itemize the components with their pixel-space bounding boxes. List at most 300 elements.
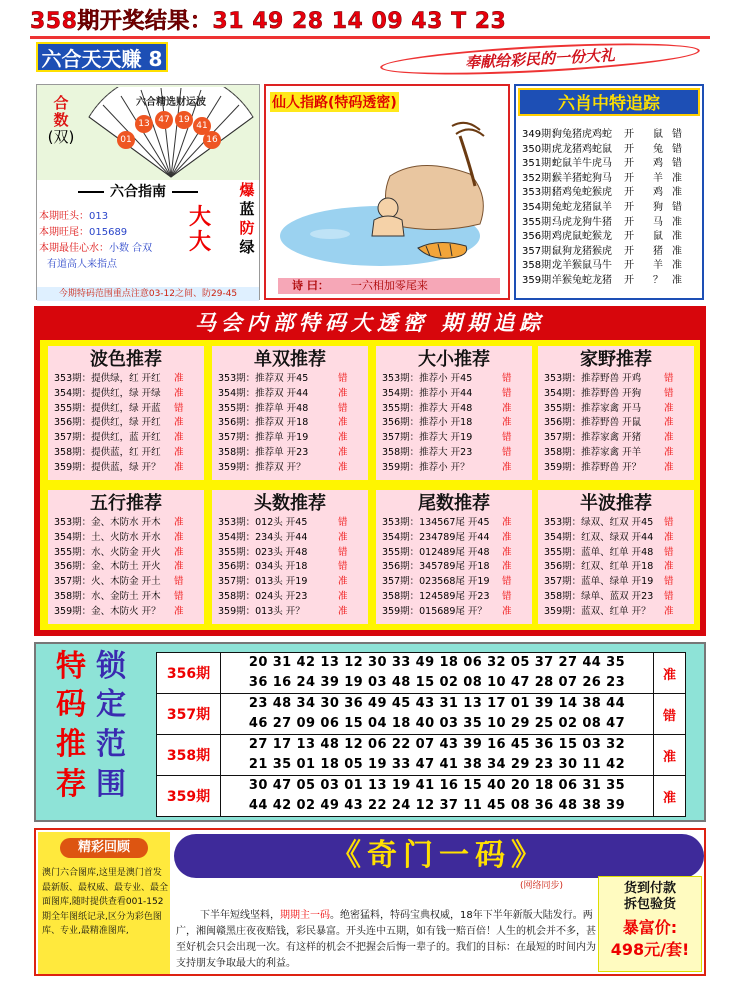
card-line <box>376 446 532 461</box>
card-line-text: 353期：金、木防水 开木 <box>54 517 161 528</box>
range-row <box>157 776 686 817</box>
card-line <box>48 372 204 387</box>
range-period: 359期 <box>157 776 221 817</box>
card-line <box>538 431 694 446</box>
card-line <box>538 605 694 620</box>
zodiac-cell-k: 开 <box>624 158 634 170</box>
card-line <box>538 461 694 476</box>
card-line-text: 358期：推荐大 开23 <box>382 446 473 458</box>
card-line-text: 355期：提供红，绿 开蓝 <box>54 402 161 414</box>
card-line-result: 错 <box>338 546 348 558</box>
zodiac-cell-s: 错 <box>672 143 682 155</box>
guide-panel <box>36 84 260 300</box>
zodiac-cell-p: 355期： <box>522 216 562 228</box>
card-line-result: 错 <box>338 517 348 528</box>
card-line-text: 359期：015689尾 开？ <box>382 605 487 617</box>
card-line-result: 准 <box>174 546 184 558</box>
card-line-result: 错 <box>502 373 512 384</box>
price-block <box>599 917 701 961</box>
zodiac-cell-z: 兔蛇龙猪鼠羊 <box>552 201 612 213</box>
card-line-result: 错 <box>502 432 512 444</box>
fan-number-4: 19 <box>175 111 193 129</box>
card-line-result: 错 <box>664 387 674 399</box>
card-line <box>48 402 204 417</box>
zodiac-cell-z: 马虎龙狗牛猪 <box>552 216 612 228</box>
big-char: 大 <box>189 230 212 255</box>
card-line-result: 准 <box>502 461 512 473</box>
zodiac-cell-p: 359期： <box>522 274 562 286</box>
zodiac-cell-w: 马 <box>653 216 663 228</box>
card-line <box>212 402 368 417</box>
range-line: 23 48 34 30 36 49 45 43 31 13 17 01 39 14 38 44 <box>248 696 626 711</box>
zodiac-cell-p: 357期： <box>522 245 562 257</box>
card-line <box>212 372 368 387</box>
range-line: 27 17 13 48 12 06 22 07 43 39 16 45 36 15 03 32 <box>248 737 626 752</box>
card-line <box>212 575 368 590</box>
card-line-text: 356期：红双、红单 开18 <box>544 561 654 573</box>
zodiac-row <box>522 128 702 143</box>
card-line-text: 354期：推荐小 开44 <box>382 387 473 399</box>
range-line: 21 35 01 18 05 19 33 47 41 38 34 29 23 30 11 42 <box>248 757 626 772</box>
card-line <box>538 372 694 387</box>
range-numbers <box>221 735 654 776</box>
card-line-result: 错 <box>174 576 184 588</box>
card-line-result: 错 <box>502 446 512 458</box>
card-line-text: 359期：金、木防火 开？ <box>54 605 161 617</box>
card-title: 大小推荐 <box>418 349 490 370</box>
price-value: 498元/套! <box>610 940 690 959</box>
zodiac-cell-w: 鸡 <box>653 158 663 170</box>
card-line-text: 354期：234头 开44 <box>218 531 308 543</box>
delivery-line: 货到付款 <box>623 881 676 896</box>
card-line <box>48 546 204 561</box>
fan-number-1: 01 <box>117 131 135 149</box>
card-line-text: 358期：124589尾 开23 <box>382 590 490 602</box>
qimen-text-highlight: 期期主一码 <box>280 910 330 921</box>
card-line-result: 准 <box>174 461 184 473</box>
card-line <box>376 546 532 561</box>
fan-title: 六合精选财运波 <box>136 97 206 108</box>
poem-text: 一六相加零尾来 <box>350 279 428 292</box>
card-line <box>538 402 694 417</box>
fan-number-5: 41 <box>193 117 211 135</box>
card-line-result: 准 <box>502 402 512 414</box>
card-line <box>48 431 204 446</box>
card-line <box>538 575 694 590</box>
card-line <box>212 546 368 561</box>
card-line-text: 359期：提供蓝，绿 开？ <box>54 461 161 473</box>
label-char: 范 <box>96 727 126 762</box>
range-table <box>156 652 686 817</box>
card-line-result: 准 <box>174 605 184 617</box>
zodiac-cell-z: 狗兔猪虎鸡蛇 <box>552 129 612 140</box>
zodiac-row <box>522 230 702 245</box>
card-line <box>376 605 532 620</box>
card-line-result: 准 <box>338 531 348 543</box>
recommend-card <box>48 346 204 480</box>
card-line-result: 准 <box>664 561 674 573</box>
card-line-result: 错 <box>174 402 184 414</box>
card-line <box>538 416 694 431</box>
card-line-text: 357期：推荐单 开19 <box>218 432 309 444</box>
zodiac-cell-z: 羊猴兔蛇龙猪 <box>552 274 612 286</box>
zodiac-cell-z: 猴羊猪蛇狗马 <box>552 172 612 184</box>
card-line <box>48 575 204 590</box>
zodiac-cell-z: 猪鸡兔蛇猴虎 <box>552 187 612 199</box>
card-line-result: 准 <box>174 373 184 384</box>
recommend-card <box>538 490 694 624</box>
card-line-text: 353期：012头 开45 <box>218 517 308 528</box>
card-line-text: 355期：推荐单 开48 <box>218 402 309 414</box>
zodiac-cell-s: 准 <box>672 245 682 257</box>
card-line <box>376 372 532 387</box>
zodiac-cell-w: 猪 <box>653 245 663 257</box>
card-line-result: 错 <box>664 546 674 558</box>
card-line-text: 358期：绿单、蓝双 开23 <box>544 590 654 602</box>
zodiac-cell-w: 羊 <box>653 260 663 272</box>
fan-number-2: 13 <box>135 115 153 133</box>
side-chars <box>235 181 259 257</box>
card-line <box>376 431 532 446</box>
card-line-result: 错 <box>664 590 674 602</box>
immortal-title: 仙人指路(特码透密) <box>270 92 399 112</box>
card-line-result: 准 <box>502 417 512 429</box>
card-line-result: 准 <box>174 531 184 543</box>
zodiac-cell-k: 开 <box>624 245 634 257</box>
label-char: 围 <box>96 767 126 802</box>
source-note: (网络同步) <box>520 881 564 891</box>
recommend-card <box>212 346 368 480</box>
range-row <box>157 694 686 735</box>
zodiac-row <box>522 259 702 274</box>
card-line <box>376 461 532 476</box>
card-line-text: 357期：提供红，蓝 开红 <box>54 432 161 444</box>
card-line-text: 353期：134567尾 开45 <box>382 517 490 528</box>
heshu-value-text: 双 <box>53 128 69 146</box>
results-bar <box>0 0 740 34</box>
card-line <box>376 560 532 575</box>
draw-results: 358期开奖结果：31 49 28 14 09 43 T 23 <box>30 9 507 34</box>
card-line-result: 错 <box>338 402 348 414</box>
label-char: 码 <box>56 687 86 722</box>
card-line-text: 359期：蓝双、红单 开？ <box>544 605 651 617</box>
card-line-result: 准 <box>338 605 348 617</box>
guide-line-label: 本期旺头： <box>39 211 89 222</box>
card-line-result: 错 <box>338 561 348 573</box>
zodiac-cell-z: 虎龙猪鸡蛇鼠 <box>552 143 612 155</box>
zodiac-cell-w: 兔 <box>653 143 663 155</box>
zodiac-row <box>522 216 702 231</box>
range-numbers <box>221 694 654 735</box>
zodiac-cell-w: 狗 <box>653 201 663 213</box>
card-line-result: 错 <box>664 373 674 384</box>
secrets-title: 马会内部特码大透密 期期追踪 <box>194 311 546 335</box>
zodiac-row <box>522 274 702 289</box>
zodiac-row <box>522 172 702 187</box>
card-line-text: 356期：推荐野兽 开鼠 <box>544 417 642 429</box>
section-label <box>56 650 166 820</box>
card-line-text: 358期：水、金防土 开木 <box>54 590 161 602</box>
guide-title: 六合指南 <box>63 181 213 201</box>
card-line-text: 357期：火、木防金 开土 <box>54 576 161 588</box>
fan-illustration <box>83 87 259 179</box>
range-line: 30 47 05 03 01 13 19 41 16 15 40 20 18 06 31 35 <box>248 778 626 793</box>
delivery-lines <box>599 881 701 913</box>
zodiac-cell-s: 准 <box>672 216 682 228</box>
card-line-text: 354期：土、火防水 开水 <box>54 531 161 543</box>
range-line: 44 42 02 49 43 22 24 12 37 11 45 08 36 48 38 39 <box>248 798 626 813</box>
card-line-text: 359期：推荐小 开？ <box>382 461 470 473</box>
card-line-result: 准 <box>502 531 512 543</box>
guide-line <box>39 223 127 238</box>
card-line-text: 359期：推荐野兽 开？ <box>544 461 642 473</box>
range-mark: 错 <box>654 694 686 735</box>
heshu-label <box>47 95 75 146</box>
card-line-text: 355期：023头 开48 <box>218 546 308 558</box>
range-hint: 今期特码范围重点注意03-12之间、防29-45 <box>37 287 259 301</box>
delivery-line: 拆包验货 <box>623 897 676 912</box>
card-line <box>212 387 368 402</box>
recommend-card <box>212 490 368 624</box>
card-line-result: 错 <box>502 576 512 588</box>
card-line-text: 358期：提供蓝，红 开红 <box>54 446 161 458</box>
card-line <box>48 560 204 575</box>
card-line <box>212 531 368 546</box>
zodiac-cell-z: 鼠狗龙猪猴虎 <box>552 245 612 257</box>
card-line-result: 准 <box>174 417 184 429</box>
zodiac-cell-s: 错 <box>672 158 682 170</box>
card-line-text: 353期：提供绿，红 开红 <box>54 373 161 384</box>
card-line <box>212 416 368 431</box>
range-line: 20 31 42 13 12 30 33 49 18 06 32 05 37 27 44 35 <box>248 655 626 670</box>
zodiac-cell-w: 鸡 <box>653 187 663 199</box>
card-line-result: 准 <box>174 561 184 573</box>
qimen-text-b: 。绝密猛料，特码宝典权威，18年下半年新版大陆发行。两广，湘闽赣黑庄夜夜赔钱，彩民暴富。开头连中五期，如有钱一赔百倍！人生的机会并不多，甚至好机会只会出现一次。有这样的机会不把握会后悔一辈子的。我们的目标：在最短的时间内为支持朋友争取最大的利益。 <box>176 910 596 969</box>
card-line-result: 错 <box>664 576 674 588</box>
card-line <box>538 590 694 605</box>
card-line <box>212 605 368 620</box>
card-line <box>538 560 694 575</box>
card-line-result: 错 <box>502 590 512 602</box>
card-line-result: 准 <box>174 432 184 444</box>
label-char: 锁 <box>96 649 126 684</box>
heshu-value: (双) <box>47 128 75 146</box>
zodiac-cell-p: 358期： <box>522 260 562 272</box>
locked-range-section <box>34 642 706 822</box>
card-line-result: 错 <box>174 590 184 602</box>
zodiac-cell-p: 354期： <box>522 201 562 213</box>
card-line <box>48 531 204 546</box>
card-line-result: 准 <box>338 432 348 444</box>
zodiac-cell-s: 准 <box>672 172 682 184</box>
side-char: 蓝 <box>239 200 255 218</box>
card-line <box>48 461 204 476</box>
zodiac-cell-z: 鸡虎鼠蛇猴龙 <box>552 231 612 243</box>
guide-line-value: 013 <box>89 211 109 222</box>
card-line <box>376 516 532 531</box>
card-line-result: 准 <box>502 546 512 558</box>
immortal-panel <box>264 84 510 300</box>
zodiac-cell-w: 羊 <box>653 172 663 184</box>
poem-label: 诗 曰： <box>292 279 329 292</box>
card-line-result: 准 <box>664 446 674 458</box>
zodiac-cell-s: 准 <box>672 231 682 243</box>
card-line-text: 356期：345789尾 开18 <box>382 561 490 573</box>
qimen-text <box>176 908 596 972</box>
card-line-result: 准 <box>338 387 348 399</box>
card-line-text: 357期：推荐家禽 开猪 <box>544 432 642 444</box>
zodiac-cell-s: 错 <box>672 129 682 140</box>
side-char: 绿 <box>239 238 255 256</box>
card-line <box>48 416 204 431</box>
review-text: 澳门六合图库,这里是澳门首发最新版、最权威、最专业、最全面图库,随时提供查看001-152期全年图纸记录,区分为彩色图库、专业,最精准图库, <box>42 868 169 936</box>
zodiac-cell-p: 356期： <box>522 231 562 243</box>
zodiac-cell-k: 开 <box>624 172 634 184</box>
range-row <box>157 735 686 776</box>
card-title: 单双推荐 <box>254 349 326 370</box>
delivery-box <box>598 876 702 972</box>
zodiac-cell-k: 开 <box>624 274 634 286</box>
zodiac-title: 六肖中特追踪 <box>518 88 700 116</box>
card-line-text: 355期：推荐家禽 开马 <box>544 402 642 414</box>
zodiac-cell-k: 开 <box>624 187 634 199</box>
guide-line <box>39 239 152 254</box>
card-line-result: 准 <box>174 446 184 458</box>
card-line <box>376 590 532 605</box>
price-label: 暴富价: <box>622 918 678 937</box>
recommend-card <box>376 346 532 480</box>
big-char: 大 <box>189 205 212 230</box>
card-line-result: 准 <box>338 576 348 588</box>
range-numbers <box>221 653 654 694</box>
card-line-result: 准 <box>502 561 512 573</box>
range-line: 46 27 09 06 15 04 18 40 03 35 10 29 25 02 08 47 <box>248 716 626 731</box>
card-line-text: 358期：推荐家禽 开羊 <box>544 446 642 458</box>
zodiac-list <box>522 128 702 289</box>
zodiac-cell-w: 鼠 <box>653 231 663 243</box>
card-title: 家野推荐 <box>580 349 652 370</box>
card-line-text: 355期：推荐大 开48 <box>382 402 473 414</box>
slogan: 奉献给彩民的一份大礼 <box>380 38 701 81</box>
review-title: 精彩回顾 <box>60 838 148 858</box>
range-line: 36 16 24 39 19 03 48 15 02 08 10 47 28 07 26 23 <box>248 675 626 690</box>
card-line-result: 错 <box>664 517 674 528</box>
card-line-text: 353期：推荐双 开45 <box>218 373 309 384</box>
card-line-text: 354期：234789尾 开44 <box>382 531 490 543</box>
recommend-grid <box>40 340 700 630</box>
card-line-result: 准 <box>338 461 348 473</box>
range-period: 356期 <box>157 653 221 694</box>
side-char: 防 <box>239 219 255 237</box>
zodiac-cell-p: 353期： <box>522 187 562 199</box>
recommend-card <box>376 490 532 624</box>
side-char: 爆 <box>239 181 255 199</box>
zodiac-cell-z: 龙羊猴鼠马牛 <box>552 260 612 272</box>
card-line-text: 355期：水、火防金 开火 <box>54 546 161 558</box>
range-period: 357期 <box>157 694 221 735</box>
zodiac-cell-k: 开 <box>624 129 634 140</box>
zodiac-row <box>522 186 702 201</box>
card-line-result: 准 <box>664 432 674 444</box>
guide-line-value: 015689 <box>89 227 128 238</box>
qimen-title: 《奇门一码》 <box>174 834 704 878</box>
card-line <box>212 431 368 446</box>
zodiac-cell-k: 开 <box>624 260 634 272</box>
card-line-text: 356期：推荐小 开18 <box>382 417 473 429</box>
card-line-result: 准 <box>174 387 184 399</box>
review-box <box>38 832 170 974</box>
guide-line-value: 小数 合双 <box>109 243 153 254</box>
guide-line <box>39 207 108 222</box>
card-title: 尾数推荐 <box>418 493 490 514</box>
zodiac-cell-z: 蛇鼠羊牛虎马 <box>552 158 612 170</box>
zodiac-row <box>522 201 702 216</box>
card-line <box>538 516 694 531</box>
zodiac-cell-k: 开 <box>624 201 634 213</box>
card-title: 波色推荐 <box>90 349 162 370</box>
card-line-text: 355期：012489尾 开48 <box>382 546 490 558</box>
card-line-result: 错 <box>338 373 348 384</box>
range-mark: 准 <box>654 735 686 776</box>
card-line-result: 准 <box>664 461 674 473</box>
card-title: 五行推荐 <box>90 493 162 514</box>
range-mark: 准 <box>654 653 686 694</box>
card-line-text: 357期：推荐大 开19 <box>382 432 473 444</box>
zodiac-cell-s: 错 <box>672 201 682 213</box>
card-line-text: 353期：推荐小 开45 <box>382 373 473 384</box>
card-line <box>376 402 532 417</box>
guide-line-label: 本期旺尾： <box>39 227 89 238</box>
zodiac-row <box>522 245 702 260</box>
card-line <box>48 446 204 461</box>
heshu-char-2: 数 <box>53 111 69 129</box>
label-char: 特 <box>56 649 86 684</box>
card-line-text: 357期：023568尾 开19 <box>382 576 490 588</box>
zodiac-cell-k: 开 <box>624 231 634 243</box>
guide-line-label: 本期最佳心水： <box>39 243 109 254</box>
inside-secrets-section <box>34 306 706 636</box>
label-char: 推 <box>56 727 86 762</box>
card-line <box>376 575 532 590</box>
card-title: 半波推荐 <box>580 493 652 514</box>
zodiac-cell-p: 351期： <box>522 158 562 170</box>
guide-line <box>47 255 117 270</box>
card-line-result: 准 <box>664 417 674 429</box>
card-line <box>376 531 532 546</box>
card-line-result: 准 <box>338 446 348 458</box>
card-line <box>212 446 368 461</box>
card-line-text: 355期：蓝单、红单 开48 <box>544 546 654 558</box>
card-line-result: 准 <box>338 590 348 602</box>
poem-bar <box>278 278 500 294</box>
zodiac-cell-w: ？ <box>653 274 663 286</box>
card-line <box>48 605 204 620</box>
guide-line-value: 有道高人来指点 <box>47 259 117 270</box>
card-line-result: 准 <box>664 402 674 414</box>
fan-box <box>37 85 259 180</box>
card-title: 头数推荐 <box>254 493 326 514</box>
qimen-text-a: 下半年短线坚料， <box>200 910 280 921</box>
label-char: 定 <box>96 687 126 722</box>
zodiac-cell-k: 开 <box>624 216 634 228</box>
range-row <box>157 653 686 694</box>
qimen-section <box>34 828 706 976</box>
card-line-text: 353期：推荐野兽 开鸡 <box>544 373 642 384</box>
card-line-text: 357期：蓝单、绿单 开19 <box>544 576 654 588</box>
card-line-text: 359期：013头 开？ <box>218 605 305 617</box>
range-mark: 准 <box>654 776 686 817</box>
zodiac-cell-s: 准 <box>672 260 682 272</box>
